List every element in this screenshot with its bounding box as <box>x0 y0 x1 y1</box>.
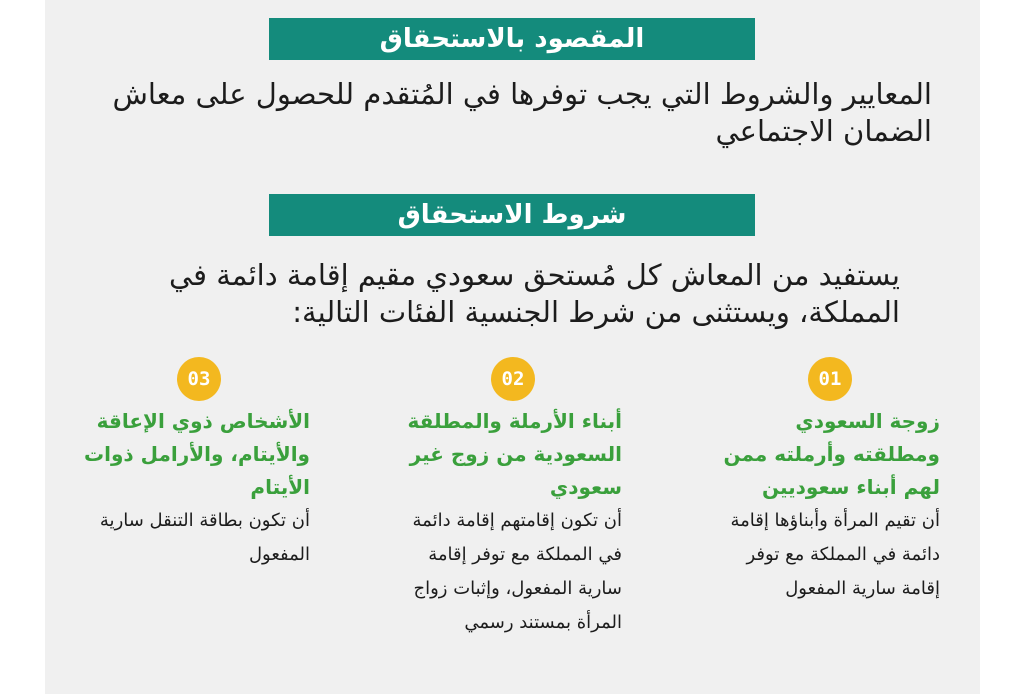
eligibility-conditions-banner <box>269 194 755 236</box>
eligibility-conditions-title: شروط الاستحقاق <box>397 200 627 230</box>
category-condition: أن تكون إقامتهم إقامة دائمة في المملكة مع توفر إقامة سارية المفعول، وإثبات زواج المرأة بمستند رسمي <box>412 510 622 633</box>
category-title: أبناء الأرملة والمطلقة السعودية من زوج غير سعودي <box>407 409 622 499</box>
category-number-badge-1: 01 <box>808 357 852 401</box>
eligibility-meaning-title: المقصود بالاستحقاق <box>379 24 645 54</box>
eligibility-intro: يستفيد من المعاش كل مُستحق سعودي مقيم إقامة دائمة في المملكة، ويستثنى من شرط الجنسية الفئات التالية: <box>169 258 900 329</box>
category-card-1 <box>712 405 940 606</box>
category-number-badge-2: 02 <box>491 357 535 401</box>
category-card-3 <box>80 405 310 572</box>
eligibility-meaning-banner <box>269 18 755 60</box>
category-condition: أن تكون بطاقة التنقل سارية المفعول <box>99 510 310 565</box>
category-title: زوجة السعودي ومطلقته وأرملته ممن لهم أبناء سعوديين <box>723 409 940 499</box>
category-title: الأشخاص ذوي الإعاقة والأيتام، والأرامل ذوات الأيتام <box>84 409 310 499</box>
eligibility-definition: المعايير والشروط التي يجب توفرها في المُتقدم للحصول على معاش الضمان الاجتماعي <box>112 77 932 148</box>
category-card-2 <box>394 405 622 640</box>
category-number-badge-3: 03 <box>177 357 221 401</box>
category-condition: أن تقيم المرأة وأبناؤها إقامة دائمة في المملكة مع توفر إقامة سارية المفعول <box>730 510 940 599</box>
